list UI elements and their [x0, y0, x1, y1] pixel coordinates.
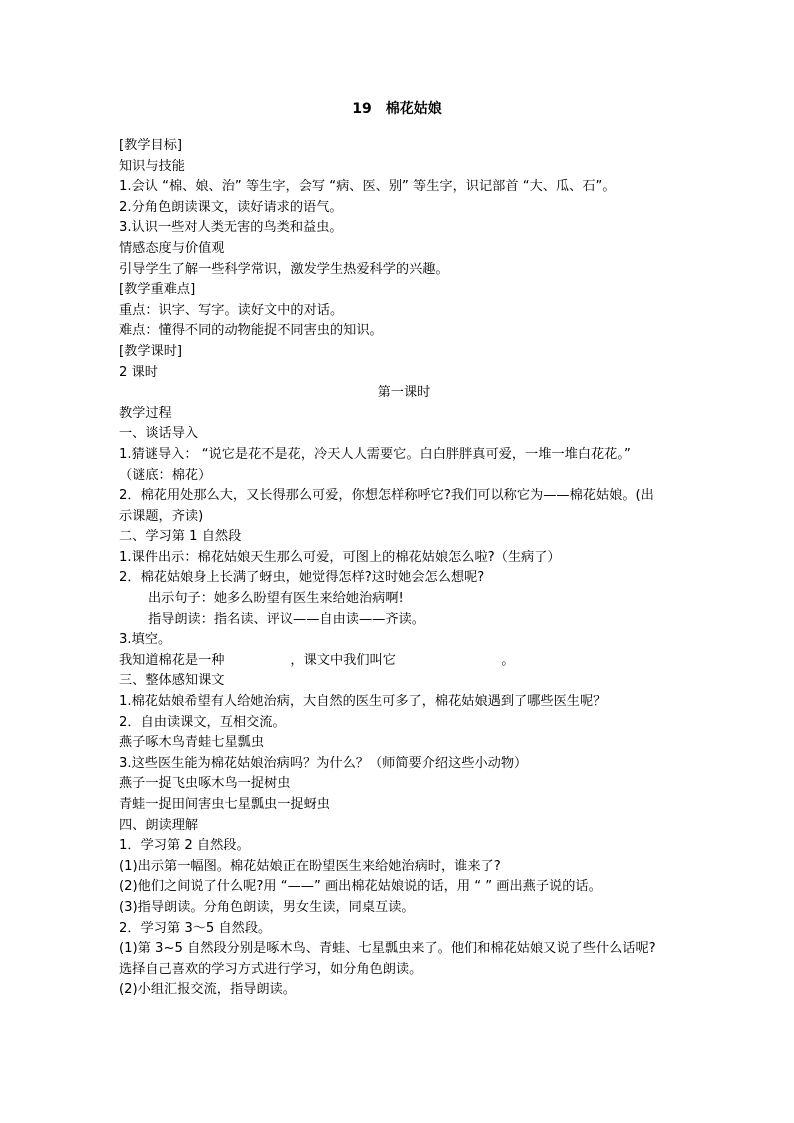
lesson-title: 棉花姑娘 — [385, 101, 442, 117]
text-line: 1．学习第 2 自然段。 — [119, 838, 250, 854]
document-body — [119, 136, 689, 1001]
text-line: 示课题，齐读) — [119, 508, 204, 524]
text-line: [教学重难点] — [119, 282, 196, 298]
text-line: 出示句子：她多么盼望有医生来给她治病啊! — [148, 591, 404, 607]
text-line: 2.分角色朗读课文，读好请求的语气。 — [119, 199, 343, 215]
text-line: (2)小组汇报交流，指导朗读。 — [119, 982, 296, 998]
text-line: 1.会认 “棉、娘、治” 等生字，会写 “病、医、别” 等生字，识记部首 “大、瓜、石”。 — [119, 179, 616, 195]
text-line: 1.课件出示：棉花姑娘天生那么可爱，可图上的棉花姑娘怎么啦?（生病了） — [119, 549, 561, 565]
text-line: [教学课时] — [119, 343, 183, 359]
text-line: 2．棉花用处那么大，又长得那么可爱，你想怎样称呼它?我们可以称它为——棉花姑娘。(出 — [119, 488, 654, 504]
text-line: 一、谈话导入 — [119, 426, 199, 442]
text-line: 重点：识字、写字。读好文中的对话。 — [119, 302, 344, 318]
text-line: (3)指导朗读。分角色朗读，男女生读，同桌互读。 — [119, 899, 415, 915]
text-line: 我知道棉花是一种 ，课文中我们叫它 。 — [119, 652, 515, 668]
text-line: 1.猜谜导入： “说它是花不是花，冷天人人需要它。白白胖胖真可爱，一堆一堆白花花。” — [119, 446, 631, 462]
text-line: 四、朗读理解 — [119, 817, 199, 833]
text-line: 3.这些医生能为棉花姑娘治病吗？为什么？（师简要介绍这些小动物） — [119, 755, 528, 771]
text-line: 燕子啄木鸟青蛙七星瓢虫 — [119, 735, 265, 751]
text-line: 2．学习第 3～5 自然段。 — [119, 920, 272, 936]
text-line: 青蛙一捉田间害虫七星瓢虫一捉蚜虫 — [119, 797, 330, 812]
text-line: 2．自由读课文，互相交流。 — [119, 714, 286, 730]
text-line: 三、整体感知课文 — [119, 673, 225, 689]
text-line: (2)他们之间说了什么呢?用 “——” 画出棉花姑娘说的话，用 “ ” 画出燕子说的话。 — [119, 879, 602, 895]
text-line: [教学目标] — [119, 138, 183, 153]
text-line: (1)第 3~5 自然段分别是啄木鸟、青蛙、七星瓢虫来了。他们和棉花姑娘又说了些什么话呢? — [119, 941, 656, 957]
lesson-number: 19 — [352, 101, 372, 117]
text-line: 3.认识一些对人类无害的鸟类和益虫。 — [119, 220, 343, 236]
text-line: 教学过程 — [119, 405, 172, 421]
text-line: 2 课时 — [119, 364, 158, 380]
text-line: 情感态度与价值观 — [119, 240, 225, 256]
text-line: 1.棉花姑娘希望有人给她治病，大自然的医生可多了，棉花姑娘遇到了哪些医生呢？ — [119, 694, 607, 710]
text-line: 难点：懂得不同的动物能捉不同害虫的知识。 — [119, 323, 383, 339]
text-line: （谜底：棉花） — [119, 467, 212, 483]
text-line: 第一课时 — [377, 385, 431, 401]
text-line: 二、学习第 1 自然段 — [119, 529, 242, 545]
text-line: 选择自己喜欢的学习方式进行学习，如分角色朗读。 — [119, 961, 423, 977]
text-line: 指导朗读：指名读、评议——自由读——齐读。 — [148, 611, 425, 627]
text-line: 2．棉花姑娘身上长满了蚜虫，她觉得怎样?这时她会怎么想呢? — [119, 570, 485, 586]
text-line: (1)出示第一幅图。棉花姑娘正在盼望医生来给她治病时，谁来了? — [119, 858, 501, 874]
text-line: 3.填空。 — [119, 632, 172, 648]
text-line: 引导学生了解一些科学常识，激发学生热爱科学的兴趣。 — [119, 261, 449, 277]
text-line: 知识与技能 — [119, 158, 185, 174]
page-title — [0, 98, 794, 118]
text-line: 燕子一捉飞虫啄木鸟一捉树虫 — [119, 776, 291, 792]
